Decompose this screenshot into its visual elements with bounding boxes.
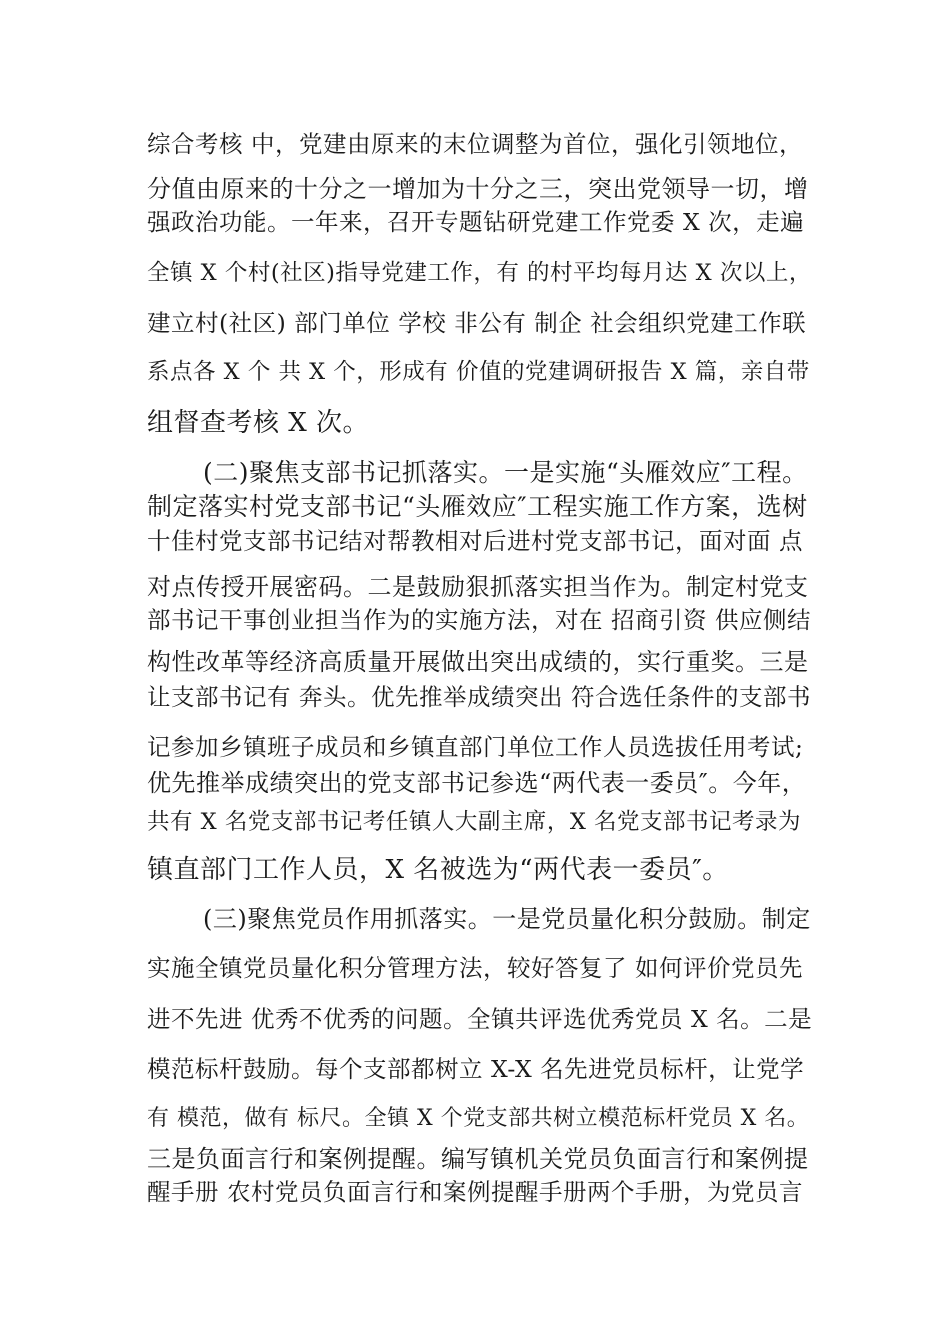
- text-line: 十佳村党支部书记结对帮教相对后进村党支部书记，面对面 点: [147, 527, 803, 555]
- text-line: 制定落实村党支部书记“头雁效应″工程实施工作方案，选树: [147, 492, 808, 521]
- text-line: 构性改革等经济高质量开展做出突出成绩的，实行重奖。三是: [147, 648, 809, 676]
- text-line: 醒手册 农村党员负面言行和案例提醒手册两个手册，为党员言: [147, 1178, 803, 1206]
- text-line: 建立村(社区) 部门单位 学校 非公有 制企 社会组织党建工作联: [147, 309, 807, 337]
- section-heading: (三)聚焦党员作用抓落实。一是党员量化积分鼓励。制定: [203, 905, 811, 933]
- text-line: 综合考核 中，党建由原来的末位调整为首位，强化引领地位，: [147, 130, 803, 158]
- text-line: 强政治功能。一年来，召开专题钻研党建工作党委 X 次，走遍: [147, 208, 805, 236]
- text-line: 镇直部门工作人员，X 名被选为“两代表一委员″。: [147, 855, 729, 885]
- text-line: 三是负面言行和案例提醒。编写镇机关党员负面言行和案例提: [147, 1145, 809, 1173]
- text-line: 分值由原来的十分之一增加为十分之三，突出党领导一切，增: [147, 175, 809, 203]
- text-line: 让支部书记有 奔头。优先推举成绩突出 符合选任条件的支部书: [147, 683, 811, 711]
- text-line: 全镇 X 个村(社区)指导党建工作，有 的村平均每月达 X 次以上，: [147, 260, 812, 286]
- text-line: 系点各 X 个 共 X 个，形成有 价值的党建调研报告 X 篇，亲自带: [147, 359, 810, 385]
- text-line: 记参加乡镇班子成员和乡镇直部门单位工作人员选拔任用考试;: [147, 733, 804, 761]
- text-line: 组督查考核 X 次。: [147, 408, 370, 438]
- text-line: 对点传授开展密码。二是鼓励狠抓落实担当作为。制定村党支: [147, 573, 809, 601]
- section-heading: (二)聚焦支部书记抓落实。一是实施“头雁效应″工程。: [203, 458, 808, 487]
- text-line: 实施全镇党员量化积分管理方法，较好答复了 如何评价党员先: [147, 954, 803, 982]
- text-line: 模范标杆鼓励。每个支部都树立 X-X 名先进党员标杆，让党学: [147, 1055, 805, 1083]
- text-line: 有 模范，做有 标尺。全镇 X 个党支部共树立模范标杆党员 X 名。: [147, 1106, 810, 1131]
- text-line: 部书记干事创业担当作为的实施方法，对在 招商引资 供应侧结: [147, 606, 811, 634]
- text-line: 进不先进 优秀不优秀的问题。全镇共评选优秀党员 X 名。二是: [147, 1005, 813, 1033]
- text-line: 优先推举成绩突出的党支部书记参选“两代表一委员″。今年，: [147, 769, 807, 797]
- text-line: 共有 X 名党支部书记考任镇人大副主席，X 名党支部书记考录为: [147, 809, 801, 835]
